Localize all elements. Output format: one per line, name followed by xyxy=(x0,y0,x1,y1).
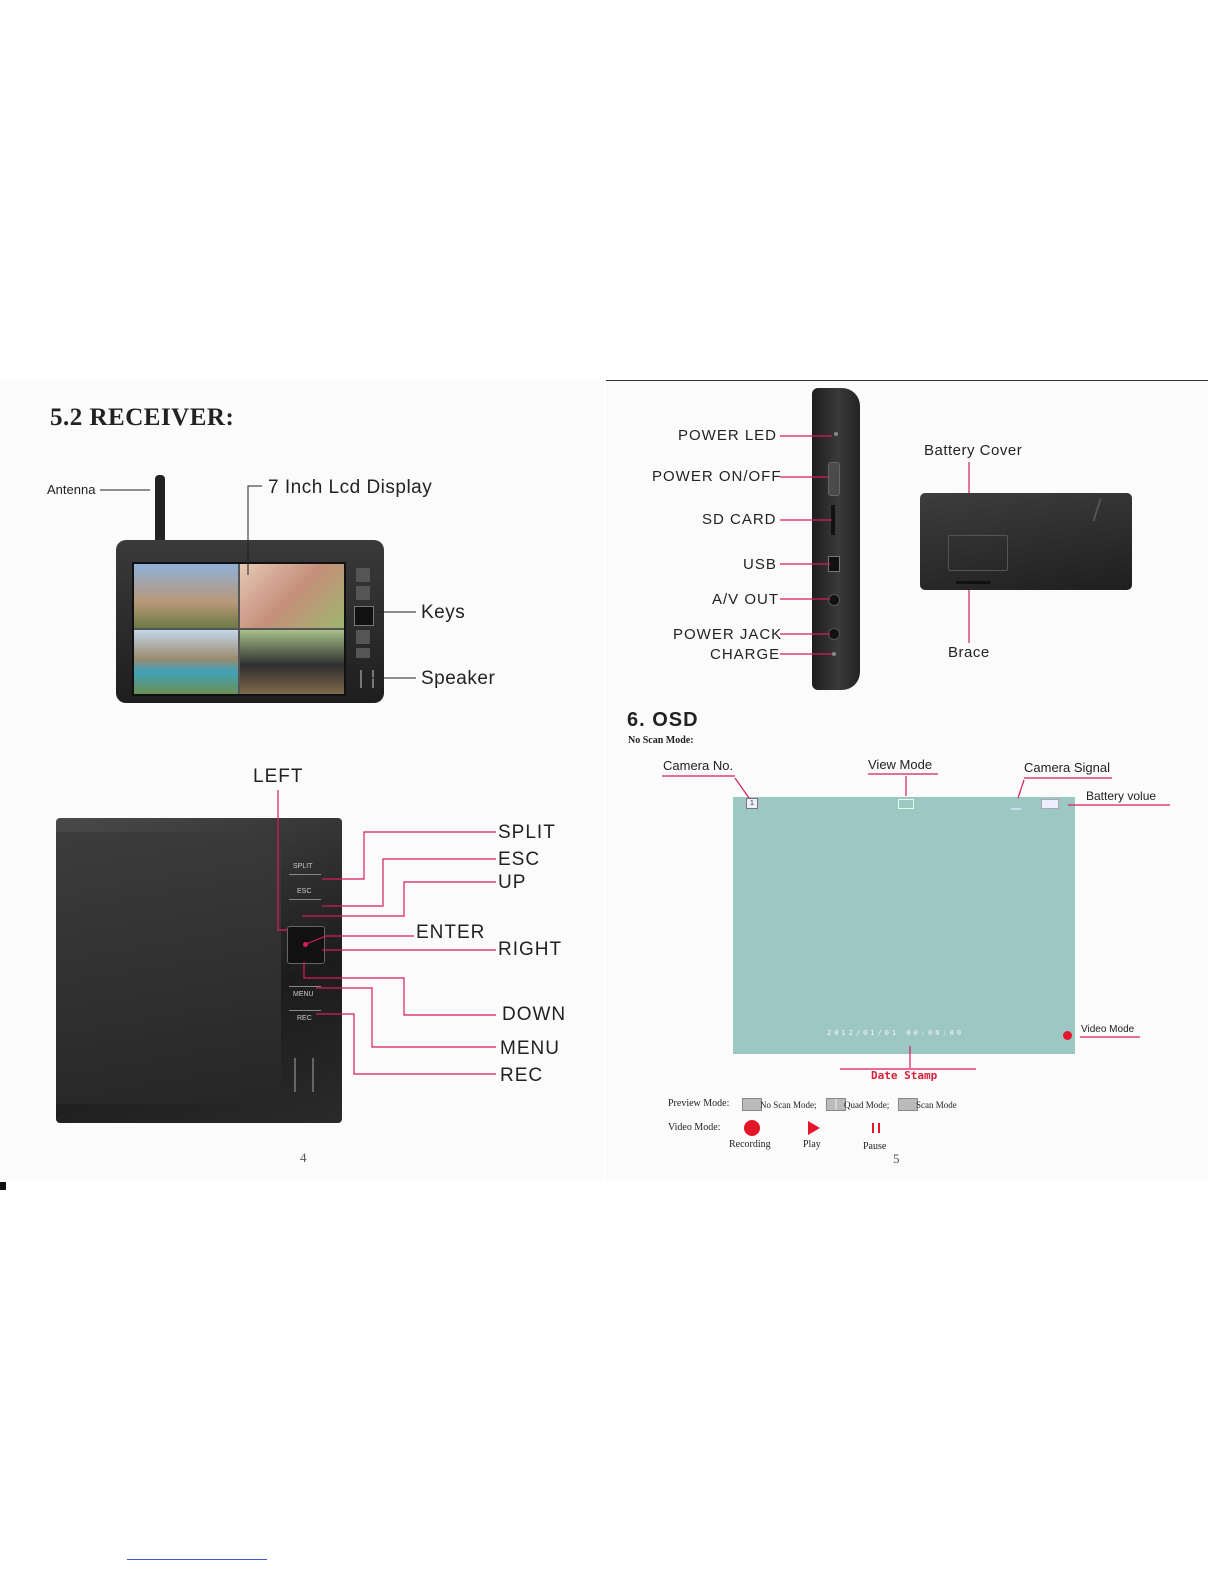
battery-cover-label: Battery Cover xyxy=(924,442,1023,459)
no-scan-mode-text: No Scan Mode; xyxy=(760,1100,817,1110)
left-page-number: 4 xyxy=(300,1150,307,1165)
left-key-label: LEFT xyxy=(253,766,304,787)
rec-key-label: REC xyxy=(500,1065,544,1086)
usb-label: USB xyxy=(743,556,777,573)
display-label: 7 Inch Lcd Display xyxy=(268,477,433,498)
keys-label: Keys xyxy=(421,602,466,623)
quad-mode-icon xyxy=(826,1098,846,1111)
key-split-text: SPLIT xyxy=(293,863,313,870)
recording-icon xyxy=(744,1120,760,1136)
video-mode-label: Video Mode xyxy=(1081,1024,1135,1035)
no-scan-mode-icon xyxy=(742,1098,762,1111)
power-jack-label: POWER JACK xyxy=(673,626,783,643)
scan-mode-text: Scan Mode xyxy=(916,1100,957,1110)
antenna-label: Antenna xyxy=(47,482,96,497)
key-menu-text: MENU xyxy=(293,991,314,998)
down-key-label: DOWN xyxy=(502,1004,567,1025)
split-key-label: SPLIT xyxy=(498,822,556,843)
right-key-label: RIGHT xyxy=(498,939,563,960)
timestamp: 2012/01/01 00:00:00 xyxy=(827,1029,965,1037)
enter-key-label: ENTER xyxy=(416,922,486,943)
esc-key-label: ESC xyxy=(498,849,541,870)
power-led-label: POWER LED xyxy=(678,427,778,444)
scan-mode-icon xyxy=(898,1098,918,1111)
recording-text: Recording xyxy=(729,1139,771,1150)
power-onoff-label: POWER ON/OFF xyxy=(652,468,782,485)
pause-icon xyxy=(872,1123,880,1133)
sd-card-label: SD CARD xyxy=(702,511,777,528)
osd-mode-title: No Scan Mode: xyxy=(628,735,694,746)
quad-mode-text: Quad Mode; xyxy=(844,1100,890,1110)
battery-label: Battery volue xyxy=(1086,789,1157,803)
camera-number-text: 1 xyxy=(750,800,754,807)
av-out-label: A/V OUT xyxy=(712,591,780,608)
section-heading: 5.2 RECEIVER: xyxy=(50,404,235,431)
osd-heading: 6. OSD xyxy=(627,709,699,731)
key-rec-text: REC xyxy=(297,1015,312,1022)
speaker-label: Speaker xyxy=(421,668,496,689)
play-icon xyxy=(808,1121,820,1135)
camera-no-label: Camera No. xyxy=(663,758,734,773)
view-mode-label: View Mode xyxy=(868,757,933,772)
up-key-label: UP xyxy=(498,872,527,893)
preview-mode-label: Preview Mode: xyxy=(668,1098,730,1109)
brace-label: Brace xyxy=(948,644,990,661)
key-esc-text: ESC xyxy=(297,888,312,895)
date-stamp-label: Date Stamp xyxy=(871,1069,938,1082)
video-mode-dot xyxy=(1063,1031,1072,1040)
charge-label: CHARGE xyxy=(710,646,781,663)
play-text: Play xyxy=(803,1139,821,1150)
video-mode-legend-label: Video Mode: xyxy=(668,1122,721,1133)
right-page-number: 5 xyxy=(893,1151,900,1166)
pause-text: Pause xyxy=(863,1141,887,1152)
camera-signal-label: Camera Signal xyxy=(1024,760,1110,775)
menu-key-label: MENU xyxy=(500,1038,560,1059)
